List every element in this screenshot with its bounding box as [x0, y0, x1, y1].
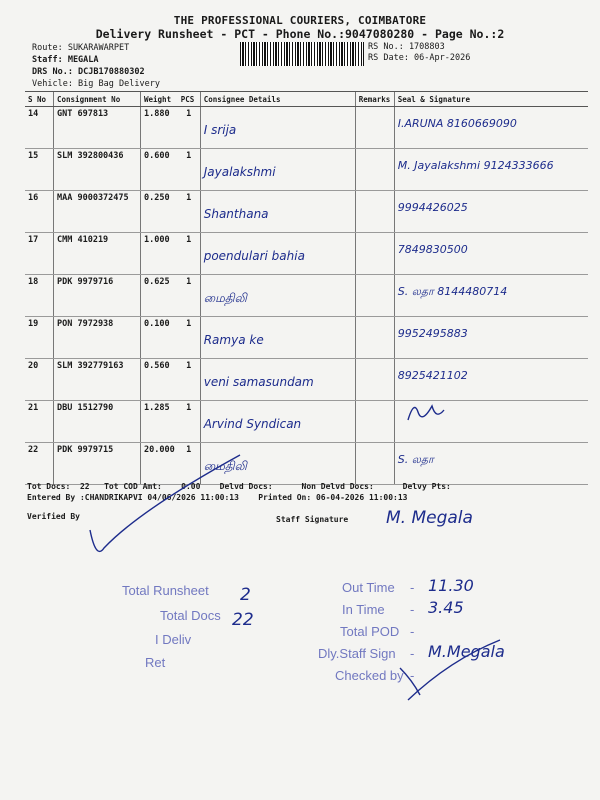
- stamp-runsheet-value: 2: [240, 585, 251, 605]
- verified-by-label: Verified By: [27, 512, 80, 521]
- seal-handwriting: S. லதா 8144480714: [397, 285, 508, 298]
- consignee-handwriting: மைதிலி: [203, 291, 247, 305]
- row-consignment-no: PON 7972938: [54, 317, 141, 359]
- row-sno: 17: [25, 233, 54, 275]
- drs-number: DRS No.: DCJB170880302: [32, 67, 145, 77]
- col-pcs: PCS: [178, 92, 201, 107]
- stamp-separator: -: [410, 646, 415, 661]
- row-pcs: 1: [178, 401, 201, 443]
- row-sno: 19: [25, 317, 54, 359]
- row-consignment-no: SLM 392779163: [54, 359, 141, 401]
- seal-handwriting: 7849830500: [397, 243, 468, 256]
- row-weight: 0.250: [141, 191, 178, 233]
- rs-number: RS No.: 1708803: [368, 42, 445, 52]
- rs-date: RS Date: 06-Apr-2026: [368, 53, 471, 63]
- row-weight: 0.560: [141, 359, 178, 401]
- consignee-handwriting: Jayalakshmi: [203, 165, 276, 179]
- col-sno: S No: [25, 92, 54, 107]
- row-weight: 0.100: [141, 317, 178, 359]
- row-sno: 20: [25, 359, 54, 401]
- seal-handwriting: I.ARUNA 8160669090: [397, 117, 517, 130]
- row-sno: 22: [25, 443, 54, 485]
- row-consignment-no: MAA 9000372475: [54, 191, 141, 233]
- row-consignment-no: SLM 392800436: [54, 149, 141, 191]
- stamp-value-1: 3.45: [428, 598, 464, 617]
- row-consignment-no: CMM 410219: [54, 233, 141, 275]
- stamp-docs-value: 22: [232, 610, 254, 630]
- seal-handwriting: 8925421102: [397, 369, 468, 382]
- stamp-total-docs: Total Docs: [160, 608, 221, 623]
- row-weight: 1.285: [141, 401, 178, 443]
- stamp-label-3: Dly.Staff Sign: [318, 646, 396, 661]
- row-weight: 20.000: [141, 443, 178, 485]
- consignee-handwriting: I srija: [203, 123, 237, 137]
- consignee-handwriting: Ramya ke: [203, 333, 264, 347]
- totals-line: Tot Docs: 22 Tot COD Amt: 0.00 Delvd Docs: Non Delvd Docs: Delvy Pts:: [27, 482, 451, 491]
- staff-signature-handwriting: M. Megala: [386, 508, 473, 528]
- stamp-value-0: 11.30: [428, 576, 474, 595]
- row-sno: 21: [25, 401, 54, 443]
- row-sno: 15: [25, 149, 54, 191]
- stamp-separator: -: [410, 624, 415, 639]
- stamp-separator: -: [410, 602, 415, 617]
- stamp-label-2: Total POD: [340, 624, 400, 639]
- row-consignment-no: PDK 9979716: [54, 275, 141, 317]
- row-pcs: 1: [178, 443, 201, 485]
- row-pcs: 1: [178, 107, 201, 149]
- seal-handwriting: 9994426025: [397, 201, 468, 214]
- consignee-handwriting: veni samasundam: [203, 375, 314, 389]
- row-sno: 16: [25, 191, 54, 233]
- row-pcs: 1: [178, 359, 201, 401]
- row-consignment-no: GNT 697813: [54, 107, 141, 149]
- entered-line: Entered By :CHANDRIKAPVI 04/06/2026 11:00:13 Printed On: 06-04-2026 11:00:13: [27, 493, 408, 502]
- stamp-total-runsheet: Total Runsheet: [122, 583, 209, 598]
- seal-handwriting: S. லதா: [397, 453, 434, 466]
- row-consignment-no: PDK 9979715: [54, 443, 141, 485]
- row-pcs: 1: [178, 191, 201, 233]
- consignee-handwriting: Arvind Syndican: [203, 417, 302, 431]
- stamp-label-4: Checked by: [335, 668, 404, 683]
- consignee-handwriting: Shanthana: [203, 207, 269, 221]
- row-weight: 0.625: [141, 275, 178, 317]
- row-pcs: 1: [178, 275, 201, 317]
- consignee-handwriting: poendulari bahia: [203, 249, 305, 263]
- row-21-signature-scribble: [408, 406, 444, 420]
- row-consignment-no: DBU 1512790: [54, 401, 141, 443]
- row-pcs: 1: [178, 149, 201, 191]
- stamp-separator: -: [410, 668, 415, 683]
- row-weight: 0.600: [141, 149, 178, 191]
- stamp-label-1: In Time: [342, 602, 385, 617]
- staff-signature-label: Staff Signature: [276, 515, 349, 524]
- seal-handwriting: 9952495883: [397, 327, 468, 340]
- stamp-deliv: I Deliv: [155, 632, 192, 647]
- company-name: THE PROFESSIONAL COURIERS, COIMBATORE: [173, 14, 427, 27]
- row-weight: 1.000: [141, 233, 178, 275]
- col-seal: Seal & Signature: [394, 92, 588, 107]
- seal-handwriting: M. Jayalakshmi 9124333666: [397, 159, 554, 172]
- col-remarks: Remarks: [355, 92, 394, 107]
- col-consignment: Consignment No: [54, 92, 141, 107]
- row-sno: 18: [25, 275, 54, 317]
- stamp-ret: Ret: [145, 655, 166, 670]
- verified-check-mark: [90, 455, 240, 551]
- row-pcs: 1: [178, 233, 201, 275]
- stamp-separator: -: [410, 580, 415, 595]
- staff: Staff: MEGALA: [32, 55, 99, 65]
- col-weight: Weight: [141, 92, 178, 107]
- row-weight: 1.880: [141, 107, 178, 149]
- row-sno: 14: [25, 107, 54, 149]
- stamp-value-3: M.Megala: [428, 642, 505, 661]
- stamp-label-0: Out Time: [342, 580, 395, 595]
- consignee-handwriting: மைதிலி: [203, 459, 247, 473]
- runsheet-title: Delivery Runsheet - PCT - Phone No.:9047080280 - Page No.:2: [95, 27, 505, 41]
- vehicle: Vehicle: Big Bag Delivery: [32, 79, 160, 89]
- col-consignee: Consignee Details: [200, 92, 355, 107]
- route: Route: SUKARAWARPET: [32, 43, 130, 53]
- row-pcs: 1: [178, 317, 201, 359]
